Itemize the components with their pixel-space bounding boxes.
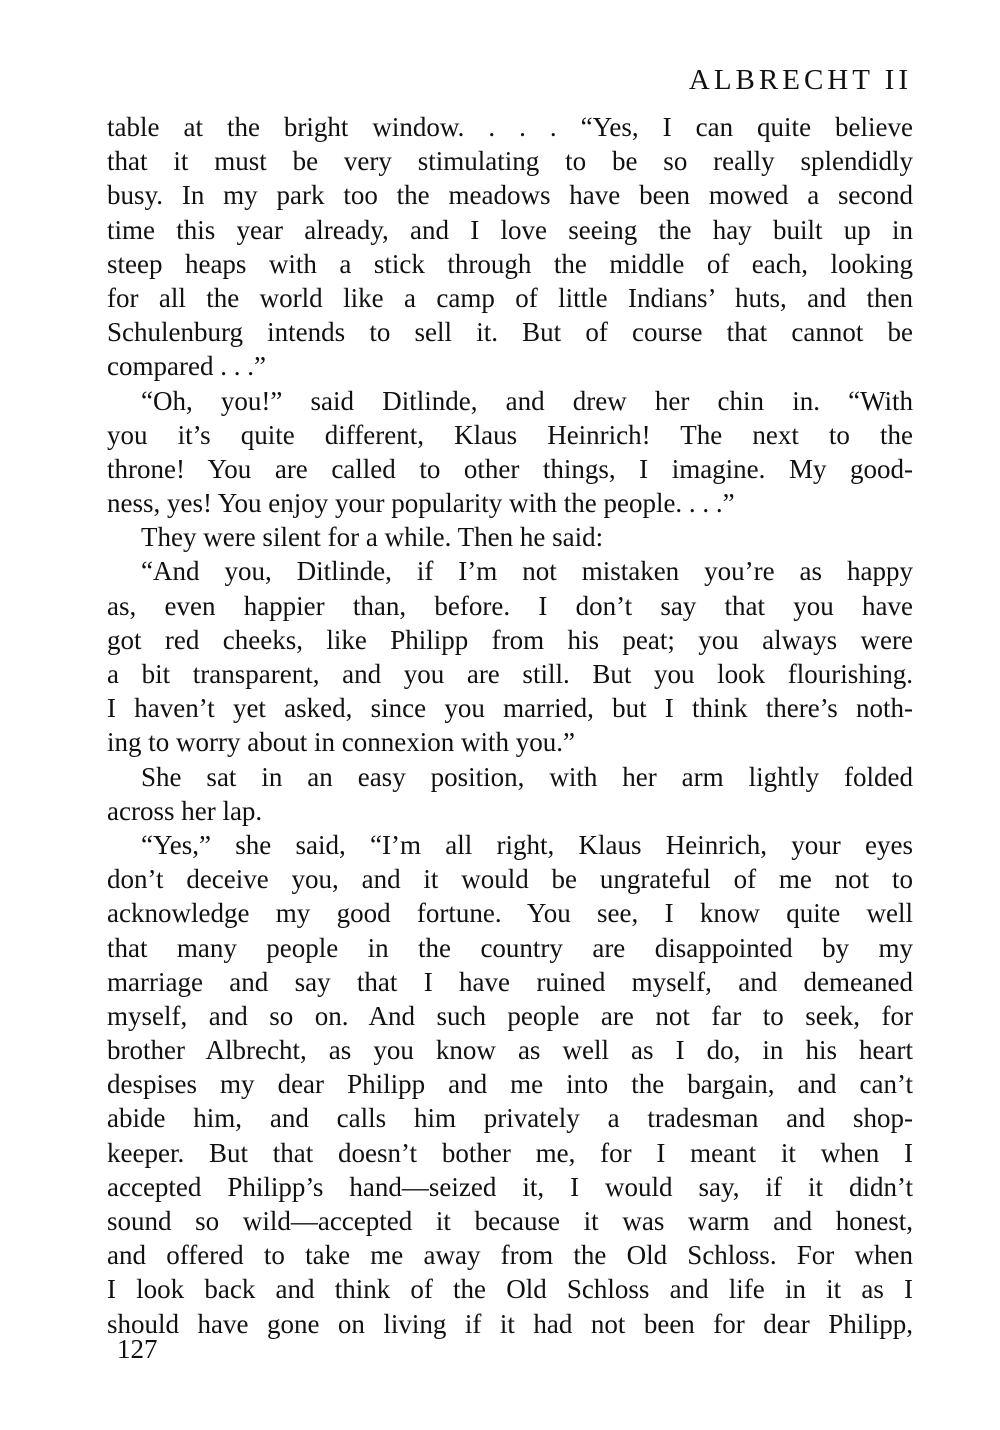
- text-line: a bit transparent, and you are still. But you look flourishing.: [107, 659, 913, 689]
- text-line: got red cheeks, like Philipp from his peat; you always were: [107, 624, 913, 655]
- text-line: “Oh, you!” said Ditlinde, and drew her chin in. “With: [141, 385, 913, 416]
- text-line: sound so wild—accepted it because it was warm and honest,: [107, 1206, 913, 1236]
- text-line: should have gone on living if it had not been for dear Philipp,: [107, 1308, 913, 1339]
- text-line: as, even happier than, before. I don’t say that you have: [107, 590, 913, 621]
- text-line: “Yes,” she said, “I’m all right, Klaus Heinrich, your eyes: [141, 829, 913, 860]
- text-line: myself, and so on. And such people are not far to seek, for: [107, 1000, 913, 1031]
- text-line: that it must be very stimulating to be so really splendidly: [107, 146, 913, 177]
- text-line: throne! You are called to other things, I imagine. My good-: [107, 453, 913, 484]
- text-line: Schulenburg intends to sell it. But of course that cannot be: [107, 317, 913, 348]
- page-number: 127: [117, 1334, 158, 1364]
- text-line: “And you, Ditlinde, if I’m not mistaken you’re as happy: [141, 556, 913, 587]
- text-line: you it’s quite different, Klaus Heinrich! The next to the: [107, 419, 913, 450]
- text-line: ness, yes! You enjoy your popularity with the people. . . .”: [107, 488, 735, 519]
- text-line: accepted Philipp’s hand—seized it, I would say, if it didn’t: [107, 1171, 913, 1202]
- text-line: They were silent for a while. Then he said:: [141, 522, 604, 553]
- text-line: compared . . .”: [107, 351, 266, 382]
- body-text: [107, 110, 913, 1341]
- text-line: table at the bright window. . . . “Yes, I can quite believe: [107, 112, 913, 142]
- text-line: steep heaps with a stick through the middle of each, looking: [107, 248, 913, 279]
- text-line: She sat in an easy position, with her arm lightly folded: [141, 761, 913, 792]
- text-line: ing to worry about in connexion with you.”: [107, 727, 575, 758]
- text-line: busy. In my park too the meadows have been mowed a second: [107, 180, 913, 211]
- text-line: acknowledge my good fortune. You see, I know quite well: [107, 898, 913, 929]
- text-line: despises my dear Philipp and me into the bargain, and can’t: [107, 1069, 913, 1100]
- text-line: that many people in the country are disappointed by my: [107, 932, 913, 963]
- text-line: don’t deceive you, and it would be ungrateful of me not to: [107, 864, 913, 895]
- text-line: I look back and think of the Old Schloss and life in it as I: [107, 1274, 913, 1305]
- text-line: marriage and say that I have ruined myself, and demeaned: [107, 966, 913, 997]
- text-line: brother Albrecht, as you know as well as I do, in his heart: [107, 1035, 913, 1066]
- text-line: abide him, and calls him privately a tradesman and shop-: [107, 1103, 913, 1134]
- text-line: for all the world like a camp of little Indians’ huts, and then: [107, 282, 913, 313]
- text-line: and offered to take me away from the Old Schloss. For when: [107, 1240, 913, 1271]
- text-line: I haven’t yet asked, since you married, but I think there’s noth-: [107, 693, 913, 724]
- text-line: keeper. But that doesn’t bother me, for I meant it when I: [107, 1137, 913, 1168]
- text-line: across her lap.: [107, 795, 263, 826]
- text-line: time this year already, and I love seeing the hay built up in: [107, 214, 913, 245]
- running-head: ALBRECHT II: [688, 64, 912, 96]
